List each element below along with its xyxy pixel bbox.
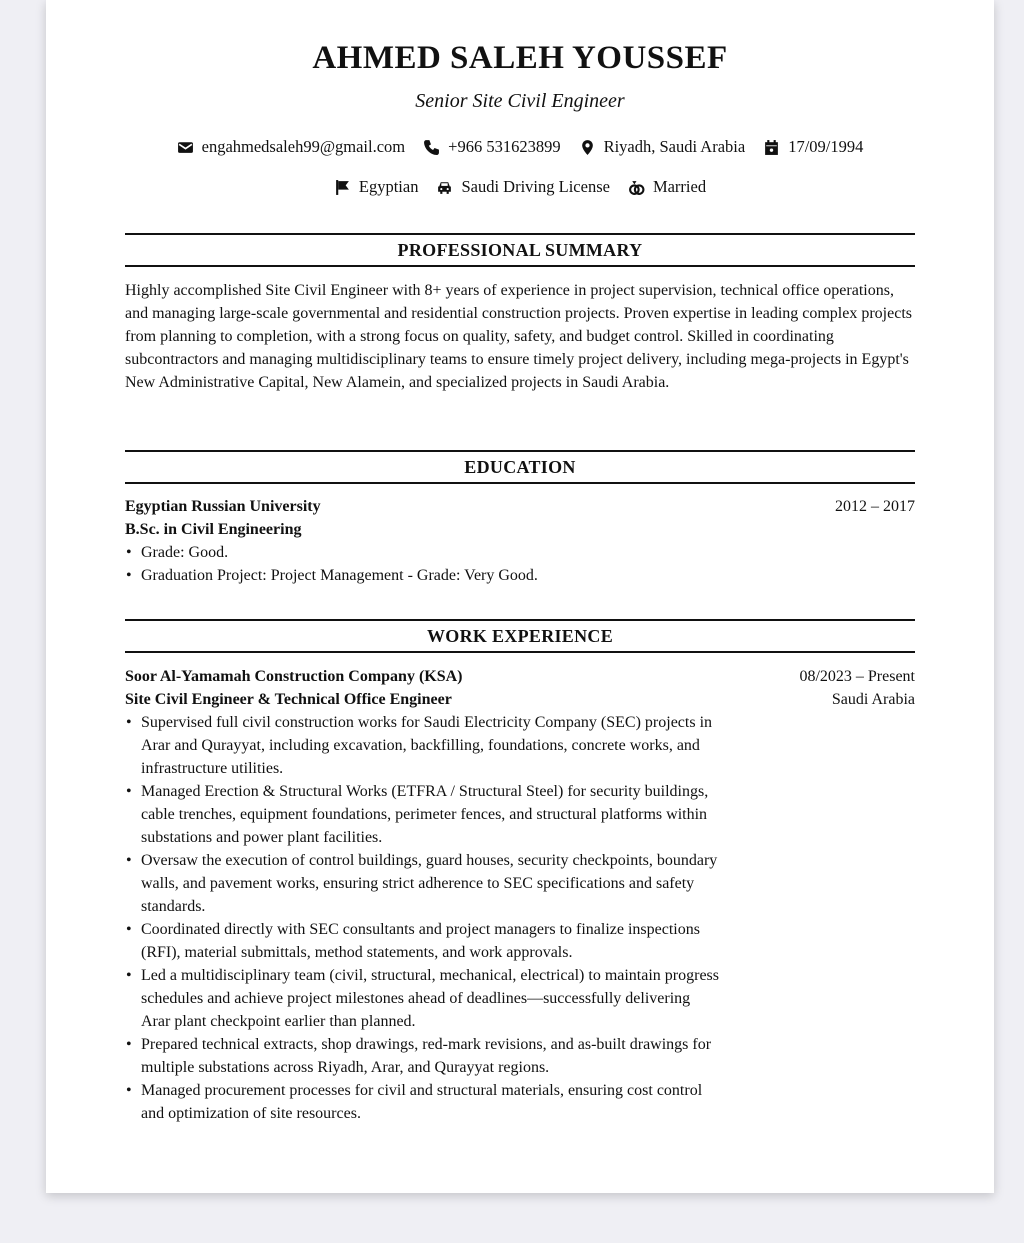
list-item: • Prepared technical extracts, shop drawings, red-mark revisions, and as-built drawings for multiple substations across Riyadh, Arar, and Qurayyat regions. — [125, 1033, 721, 1079]
envelope-icon — [177, 139, 194, 156]
list-item: • Oversaw the execution of control buildings, guard houses, security checkpoints, boundary walls, and pavement works, ensuring strict adherence to SEC specifications and safety standards. — [125, 849, 721, 918]
summary-text: Highly accomplished Site Civil Engineer with 8+ years of experience in project supervision, technical office operations, and managing large-scale governmental and residential construction projects. Proven expertise in leading complex projects from planning to completion, with a strong focus on quality, safety, and budget control. Skilled in coordinating subcontractors and managing multidisciplinary teams to ensure timely project delivery, including mega-projects in Egypt's New Administrative Capital, New Alamein, and specialized projects in Saudi Arabia. — [125, 282, 912, 391]
contact-email[interactable]: engahmedsaleh99@gmail.com — [177, 137, 406, 157]
list-item: • Managed Erection & Structural Works (ETFRA / Structural Steel) for security buildings, cable trenches, equipment foundations, perimeter fences, and structural platforms within substations and power plant facilities. — [125, 780, 721, 849]
car-icon — [436, 179, 453, 196]
job-location: Saudi Arabia — [831, 691, 915, 708]
education-years: 2012 – 2017 — [835, 498, 915, 515]
candidate-title: Senior Site Civil Engineer — [415, 90, 625, 112]
list-item: • Led a multidisciplinary team (civil, structural, mechanical, electrical) to maintain progress schedules and achieve project milestones ahead of deadlines—successfully delivering Arar plant checkpoint earlier than planned. — [125, 964, 721, 1033]
section-heading-work: WORK EXPERIENCE — [125, 619, 915, 653]
school-name: Egyptian Russian University — [125, 498, 321, 515]
job-bullets — [125, 711, 915, 1125]
job-dates: 08/2023 – Present — [799, 668, 915, 685]
contact-birthdate: 17/09/1994 — [763, 137, 863, 157]
list-item: • Graduation Project: Project Management - Grade: Very Good. — [125, 564, 915, 587]
detail-marital-status: Married — [628, 177, 706, 197]
job-role: Site Civil Engineer & Technical Office Engineer — [125, 691, 452, 708]
list-item: • Managed procurement processes for civil and structural materials, ensuring cost control and optimization of site resources. — [125, 1079, 721, 1125]
list-item: • Grade: Good. — [125, 541, 915, 564]
flag-icon — [334, 179, 351, 196]
section-heading-summary: PROFESSIONAL SUMMARY — [125, 233, 915, 267]
job-entry — [125, 665, 915, 1125]
education-bullets — [125, 541, 915, 587]
contact-location: Riyadh, Saudi Arabia — [579, 137, 746, 157]
candidate-name: AHMED SALEH YOUSSEF — [312, 40, 728, 76]
list-item: • Supervised full civil construction works for Saudi Electricity Company (SEC) projects in Arar and Qurayyat, including excavation, backfilling, foundations, concrete works, and infrastructure utilities. — [125, 711, 721, 780]
contact-phone[interactable]: +966 531623899 — [423, 137, 560, 157]
company-name: Soor Al-Yamamah Construction Company (KSA) — [125, 668, 463, 685]
calendar-icon — [763, 139, 780, 156]
phone-icon — [423, 139, 440, 156]
section-heading-education: EDUCATION — [125, 450, 915, 484]
details-row — [125, 177, 915, 197]
degree: B.Sc. in Civil Engineering — [125, 521, 302, 538]
list-item: • Coordinated directly with SEC consultants and project managers to finalize inspections (RFI), material submittals, method statements, and work approvals. — [125, 918, 721, 964]
detail-license: Saudi Driving License — [436, 177, 609, 197]
resume-page — [46, 0, 994, 1193]
education-entry — [125, 495, 915, 587]
contact-row — [125, 137, 915, 157]
detail-nationality: Egyptian — [334, 177, 419, 197]
location-pin-icon — [579, 139, 596, 156]
rings-icon — [628, 179, 645, 196]
